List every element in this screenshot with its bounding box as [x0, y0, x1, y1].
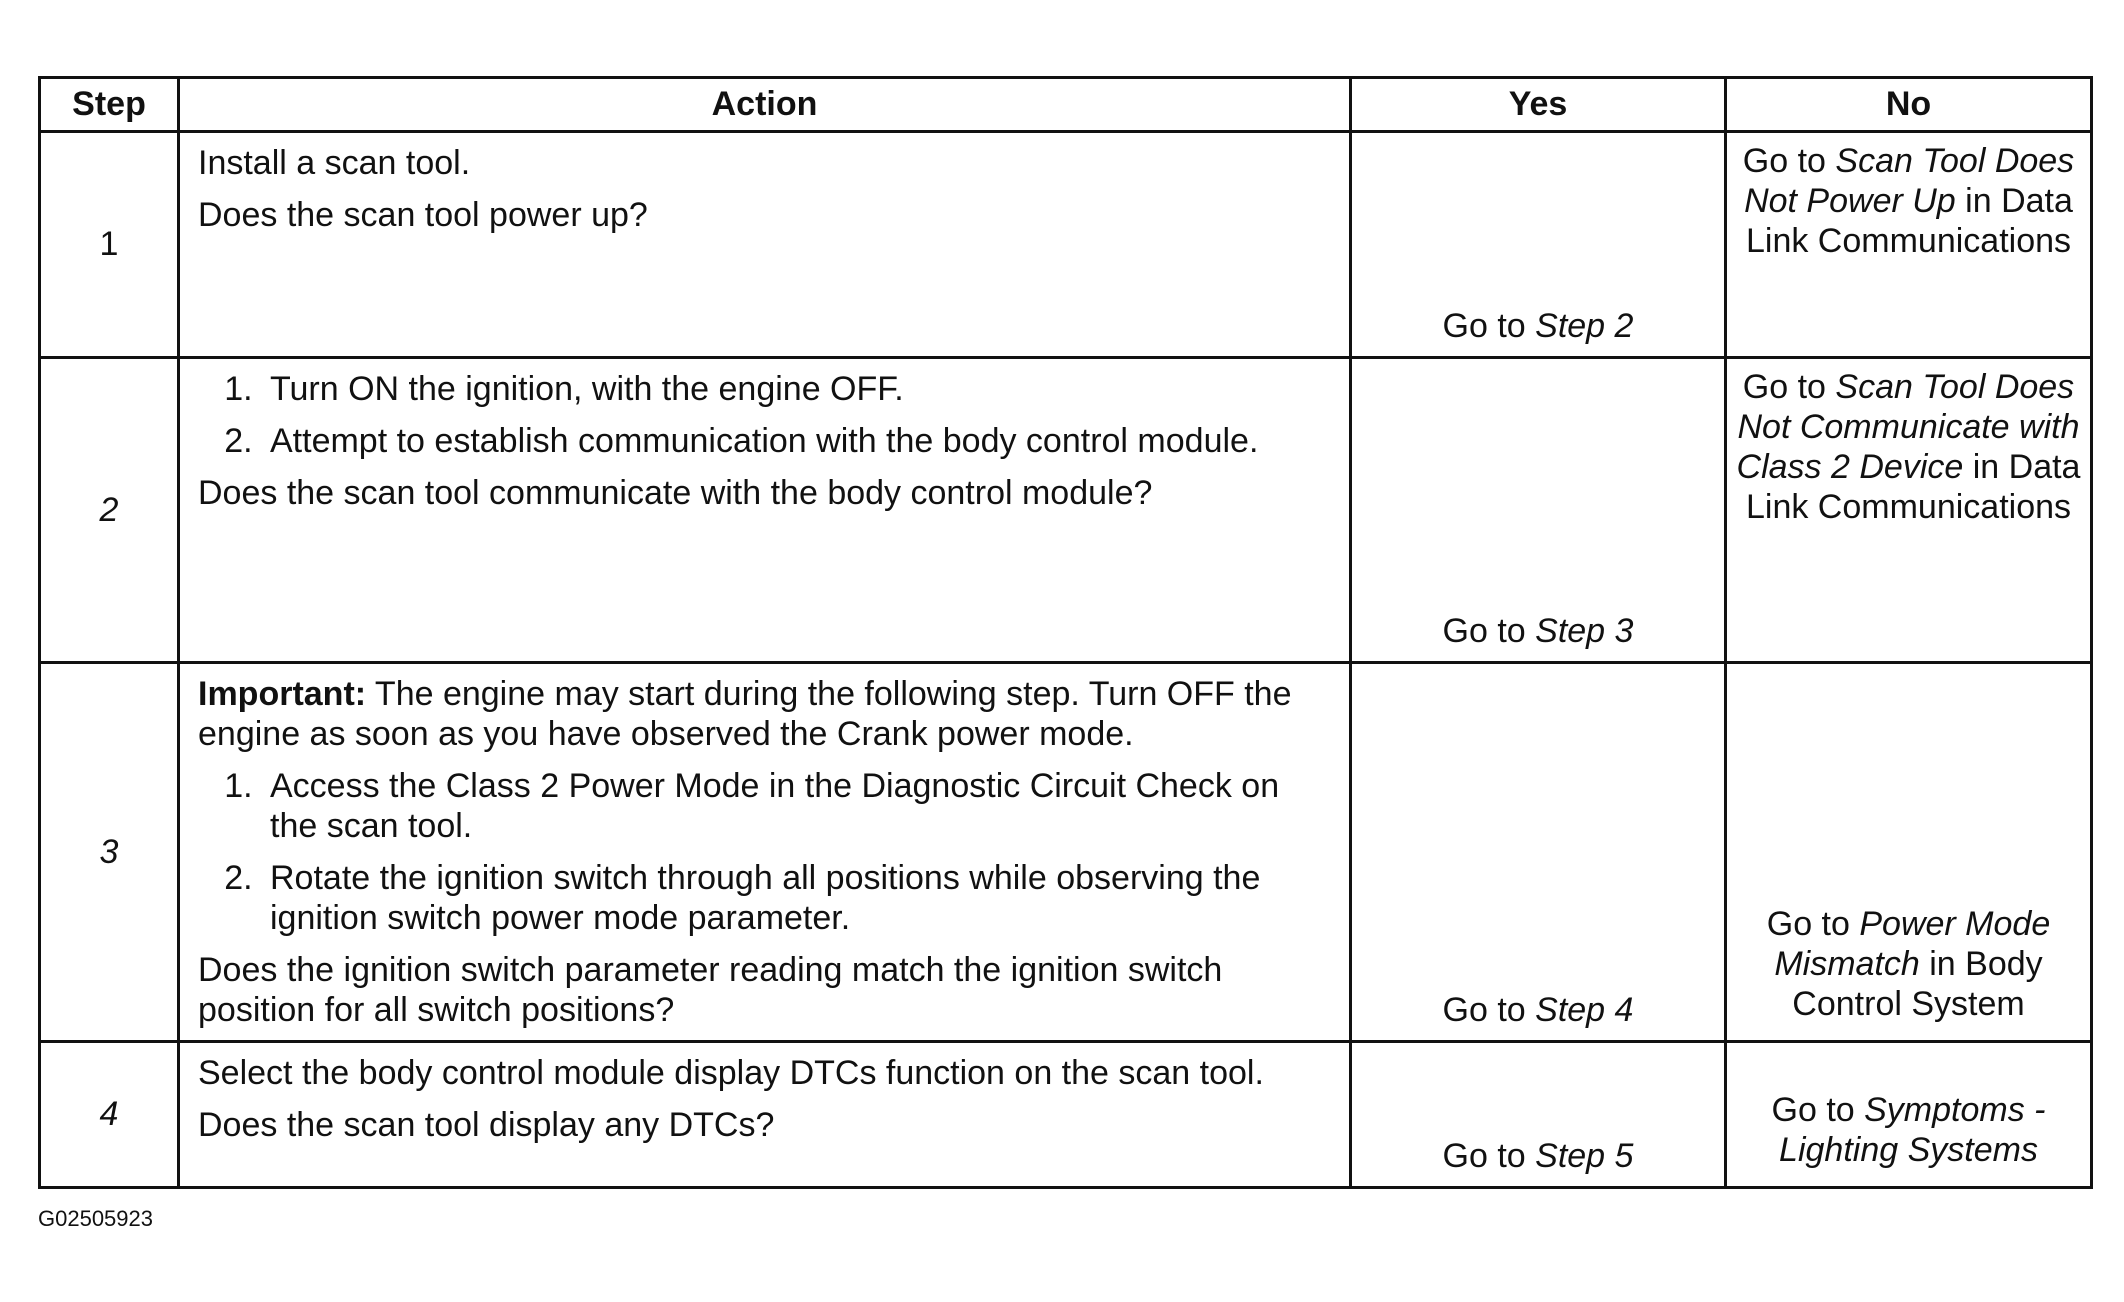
- header-step: Step: [40, 78, 179, 132]
- step-number: 3: [40, 663, 179, 1042]
- no-prefix: Go to: [1771, 1091, 1865, 1129]
- action-cell: [179, 663, 1351, 1042]
- no-prefix: Go to: [1742, 368, 1836, 406]
- step-number: 1: [40, 132, 179, 358]
- no-link[interactable]: Symptoms - Lighting Systems: [1779, 1091, 2046, 1169]
- header-yes: Yes: [1351, 78, 1726, 132]
- action-question: Does the scan tool power up?: [198, 196, 648, 234]
- figure-id: G02505923: [38, 1206, 153, 1231]
- diagnostic-table: [38, 76, 2093, 1189]
- no-link[interactable]: Scan Tool Does Not Power Up: [1744, 142, 2075, 220]
- important-note: [198, 674, 1325, 754]
- action-cell: [179, 358, 1351, 663]
- yes-link[interactable]: Step 3: [1535, 612, 1634, 650]
- yes-cell: [1351, 132, 1726, 358]
- table-row: [40, 358, 2092, 663]
- action-steps-list: [198, 369, 1325, 461]
- action-text: Select the body control module display DTCs function on the scan tool.: [198, 1054, 1264, 1092]
- no-cell: [1726, 132, 2092, 358]
- table-header-row: [40, 78, 2092, 132]
- no-suffix: in Data Link Communications: [1745, 182, 2073, 260]
- action-question: Does the ignition switch parameter reading match the ignition switch position for all switch positions?: [198, 951, 1223, 1029]
- yes-link[interactable]: Step 2: [1535, 307, 1634, 345]
- table-row: [40, 1042, 2092, 1188]
- yes-link[interactable]: Step 5: [1535, 1137, 1634, 1175]
- no-link[interactable]: Power Mode Mismatch: [1774, 905, 2051, 983]
- no-cell: [1726, 358, 2092, 663]
- table-row: [40, 663, 2092, 1042]
- table-row: [40, 132, 2092, 358]
- yes-prefix: Go to: [1442, 307, 1536, 345]
- yes-prefix: Go to: [1442, 612, 1536, 650]
- no-cell: [1726, 663, 2092, 1042]
- yes-prefix: Go to: [1442, 991, 1536, 1029]
- yes-cell: [1351, 663, 1726, 1042]
- step-number: 4: [40, 1042, 179, 1188]
- action-step-item: 2. Rotate the ignition switch through all positions while observing the ignition switch power mode parameter.: [262, 858, 1325, 938]
- important-label: Important:: [198, 675, 367, 713]
- action-text: Install a scan tool.: [198, 144, 471, 182]
- important-text: The engine may start during the following step. Turn OFF the engine as soon as you have observed the Crank power mode.: [198, 675, 1292, 753]
- action-step-item: 1. Access the Class 2 Power Mode in the Diagnostic Circuit Check on the scan tool.: [262, 766, 1325, 846]
- yes-cell: [1351, 358, 1726, 663]
- yes-link[interactable]: Step 4: [1535, 991, 1634, 1029]
- no-prefix: Go to: [1742, 142, 1836, 180]
- yes-prefix: Go to: [1442, 1137, 1536, 1175]
- yes-cell: [1351, 1042, 1726, 1188]
- header-no: No: [1726, 78, 2092, 132]
- no-suffix: in Data Link Communications: [1745, 448, 2081, 526]
- action-cell: [179, 132, 1351, 358]
- action-step-item: 2. Attempt to establish communication with the body control module.: [262, 421, 1325, 461]
- no-link[interactable]: Scan Tool Does Not Communicate with Class 2 Device: [1736, 368, 2080, 486]
- no-suffix: in Body Control System: [1792, 945, 2043, 1023]
- action-cell: [179, 1042, 1351, 1188]
- no-prefix: Go to: [1766, 905, 1860, 943]
- action-question: Does the scan tool communicate with the body control module?: [198, 474, 1153, 512]
- no-cell: [1726, 1042, 2092, 1188]
- action-step-item: 1. Turn ON the ignition, with the engine OFF.: [262, 369, 1325, 409]
- step-number: 2: [40, 358, 179, 663]
- action-steps-list: [198, 766, 1325, 938]
- action-question: Does the scan tool display any DTCs?: [198, 1106, 775, 1144]
- header-action: Action: [179, 78, 1351, 132]
